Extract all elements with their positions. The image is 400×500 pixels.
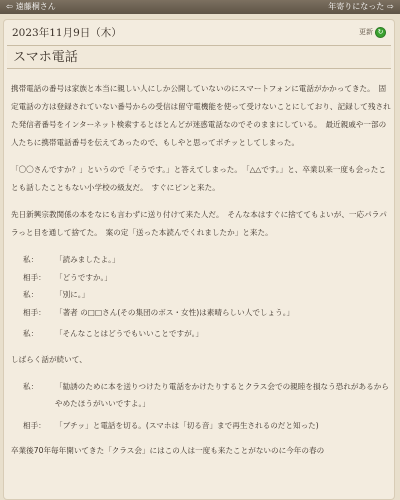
paragraph: 携帯電話の番号は家族と本当に親しい人にしか公開していないのにスマートフォンに電話がかかってきた。 固定電話の方は登録されていない番号からの受信は留守電機能を使って受けないことにしており、記録して残された発信者番号をインターネット検索するとほとんどが迷惑電話なのでそのままにしている。 最近親戚や一部の人たちに携帯電話番号を伝えてあったので、もしやと思ってポチッとしてしまった。 <box>11 84 391 147</box>
next-entry-link[interactable] <box>328 0 394 14</box>
dialog-speaker: 相手： <box>23 272 46 282</box>
top-nav-bar <box>0 0 400 14</box>
edit-label: 更新 <box>359 28 373 36</box>
dialog-line <box>11 304 391 322</box>
dialog-line <box>11 417 391 435</box>
dialog-speaker: 私： <box>23 329 39 338</box>
paragraph: しばらく話が続いて、 <box>11 354 87 364</box>
dialog-line <box>11 269 391 287</box>
dialog-text: 「勧誘のために本を送りつけたり電話をかけたりするとクラス会での親睦を損なう恐れがあるからやめたほうがいいですよ。」 <box>55 381 389 408</box>
dialog-speaker: 相手： <box>23 420 46 430</box>
prev-entry-label: 遠藤桐さん <box>15 2 56 11</box>
arrow-right-icon: ⇨ <box>387 2 394 11</box>
dialog-line <box>11 286 391 304</box>
dialog-line <box>11 325 391 343</box>
dialog-speaker: 相手： <box>23 307 46 317</box>
entry-title: スマホ電話 <box>7 45 391 69</box>
next-entry-label: 年寄りになった <box>328 2 385 11</box>
dialog-text: 「読みましたよ。」 <box>55 255 120 264</box>
dialog-block <box>11 251 391 343</box>
dialog-text: 「そんなことはどうでもいいことですが。」 <box>55 329 204 338</box>
edit-button[interactable] <box>359 27 386 38</box>
paragraph: 卒業後70年毎年開いてきた「クラス会」にはこの人は一度も来たことがないのに今年の春の <box>11 446 325 455</box>
dialog-speaker: 私： <box>23 255 39 264</box>
arrow-left-icon: ⇦ <box>6 2 13 11</box>
dialog-text: 「ブチッ」と電話を切る。(スマホは「切る音」まで再生されるのだと知った) <box>55 420 319 430</box>
entry-header <box>4 20 394 44</box>
dialog-block <box>11 378 391 435</box>
paragraph: 「〇〇さんですか？」というので「そうです。」と答えてしまった。 「△△です。」と、卒業以来一度も会ったことも話したこともない小学校の級友だ。 すぐにピンと来た。 <box>11 165 386 192</box>
dialog-text: 「別に。」 <box>55 290 90 299</box>
paragraph: 先日新興宗教関係の本をなにも言わずに送り付けて来た人だ。 そんな本はすぐに捨ててもよいが、一応パラパラっと目を通して捨てた。 案の定「送った本読んでくれましたか」と来た。 <box>11 210 387 237</box>
dialog-speaker: 私： <box>23 290 39 299</box>
dialog-text: 「著者 の□□さん(その集団のボス・女性)は素晴らしい人でしょう。」 <box>55 307 295 317</box>
dialog-speaker: 私： <box>23 381 39 391</box>
dialog-line <box>11 251 391 269</box>
dialog-text: 「どうですか。」 <box>55 272 112 282</box>
entry-card <box>3 19 395 500</box>
entry-body <box>11 80 391 469</box>
prev-entry-link[interactable] <box>6 0 56 14</box>
entry-date: 2023年11月9日（木） <box>12 26 122 39</box>
refresh-icon: ↻ <box>375 27 386 38</box>
dialog-line <box>11 378 391 413</box>
